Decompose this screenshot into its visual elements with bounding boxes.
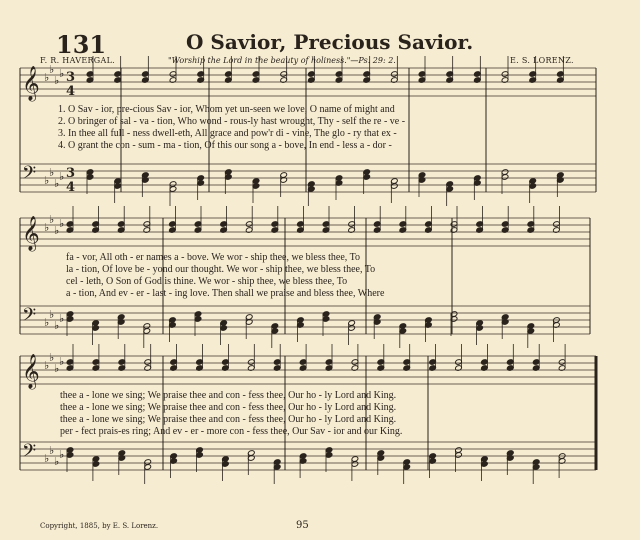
verse-line: 1. O Sav - ior, pre-cious Sav - ior, Whom yet un-seen we love, O name of might and: [58, 104, 395, 115]
flat-sign-icon: ♭: [59, 355, 65, 368]
time-signature-bottom: 4: [66, 84, 76, 99]
composer-credit: E. S. LORENZ.: [510, 56, 574, 65]
flat-sign-icon: ♭: [44, 71, 50, 84]
verse-line: la - tion, Of love be - yond our thought. We wor - ship thee, we bless thee, To: [66, 264, 376, 275]
verse-line: 2. O bringer of sal - va - tion, Who wond - rous-ly hast wrought, Thy - self the re - ve -: [58, 116, 406, 127]
flat-sign-icon: ♭: [49, 166, 55, 179]
bass-clef-icon: 𝄢: [22, 305, 37, 330]
flat-sign-icon: ♭: [49, 351, 55, 364]
verse-line: thee a - lone we sing; We praise thee and con - fess thee, Our ho - ly Lord and King.: [60, 414, 397, 425]
flat-sign-icon: ♭: [44, 174, 50, 187]
copyright-notice: Copyright, 1885, by E. S. Lorenz.: [40, 522, 159, 530]
bass-clef-icon: 𝄢: [22, 441, 37, 466]
verse-line: 4. O grant the con - sum - ma - tion, Of this our song a - bove, In end - less a - dor -: [58, 140, 392, 151]
flat-sign-icon: ♭: [44, 452, 50, 465]
time-signature-bottom: 4: [66, 180, 76, 195]
page-number: 95: [296, 520, 309, 531]
treble-clef-icon: 𝄞: [22, 216, 40, 251]
flat-sign-icon: ♭: [59, 448, 65, 461]
flat-sign-icon: ♭: [54, 362, 60, 375]
time-signature-top: 3: [66, 70, 76, 85]
verse-line: thee a - lone we sing; We praise thee and con - fess thee, Our ho - ly Lord and King.: [60, 390, 397, 401]
verse-line: 3. In thee all full - ness dwell-eth, All grace and pow'r di - vine, The glo - ry that ex -: [58, 128, 397, 139]
flat-sign-icon: ♭: [54, 455, 60, 468]
verse-line: thee a - lone we sing; We praise thee and con - fess thee, Our ho - ly Lord and King.: [60, 402, 397, 413]
flat-sign-icon: ♭: [44, 359, 50, 372]
time-signature-top: 3: [66, 166, 76, 181]
verse-line: per - fect prais-es ring; And ev - er - more con - fess thee, Our Sav - ior and our King.: [60, 426, 403, 437]
verse-line: fa - vor, All oth - er names a - bove. We wor - ship thee, we bless thee, To: [66, 252, 361, 263]
flat-sign-icon: ♭: [44, 221, 50, 234]
flat-sign-icon: ♭: [54, 177, 60, 190]
flat-sign-icon: ♭: [49, 308, 55, 321]
flat-sign-icon: ♭: [59, 170, 65, 183]
epigraph: "Worship the Lord in the beauty of holiness."—Ps. 29: 2.: [168, 56, 396, 65]
hymn-number: 131: [56, 30, 107, 59]
treble-clef-icon: 𝄞: [22, 66, 40, 101]
flat-sign-icon: ♭: [59, 217, 65, 230]
flat-sign-icon: ♭: [54, 224, 60, 237]
flat-sign-icon: ♭: [44, 316, 50, 329]
bass-clef-icon: 𝄢: [22, 163, 37, 188]
treble-clef-icon: 𝄞: [22, 354, 40, 389]
author-credit: F. R. HAVERGAL.: [40, 56, 116, 65]
verse-line: a - tion, And ev - er - last - ing love. Then shall we praise and bless thee, Where: [66, 288, 385, 299]
flat-sign-icon: ♭: [49, 444, 55, 457]
flat-sign-icon: ♭: [49, 63, 55, 76]
flat-sign-icon: ♭: [59, 67, 65, 80]
flat-sign-icon: ♭: [54, 74, 60, 87]
flat-sign-icon: ♭: [59, 312, 65, 325]
flat-sign-icon: ♭: [49, 213, 55, 226]
verse-line: cel - leth, O Son of God is thine. We wor - ship thee, we bless thee, To: [66, 276, 348, 287]
flat-sign-icon: ♭: [54, 319, 60, 332]
hymn-title: O Savior, Precious Savior.: [186, 30, 474, 54]
